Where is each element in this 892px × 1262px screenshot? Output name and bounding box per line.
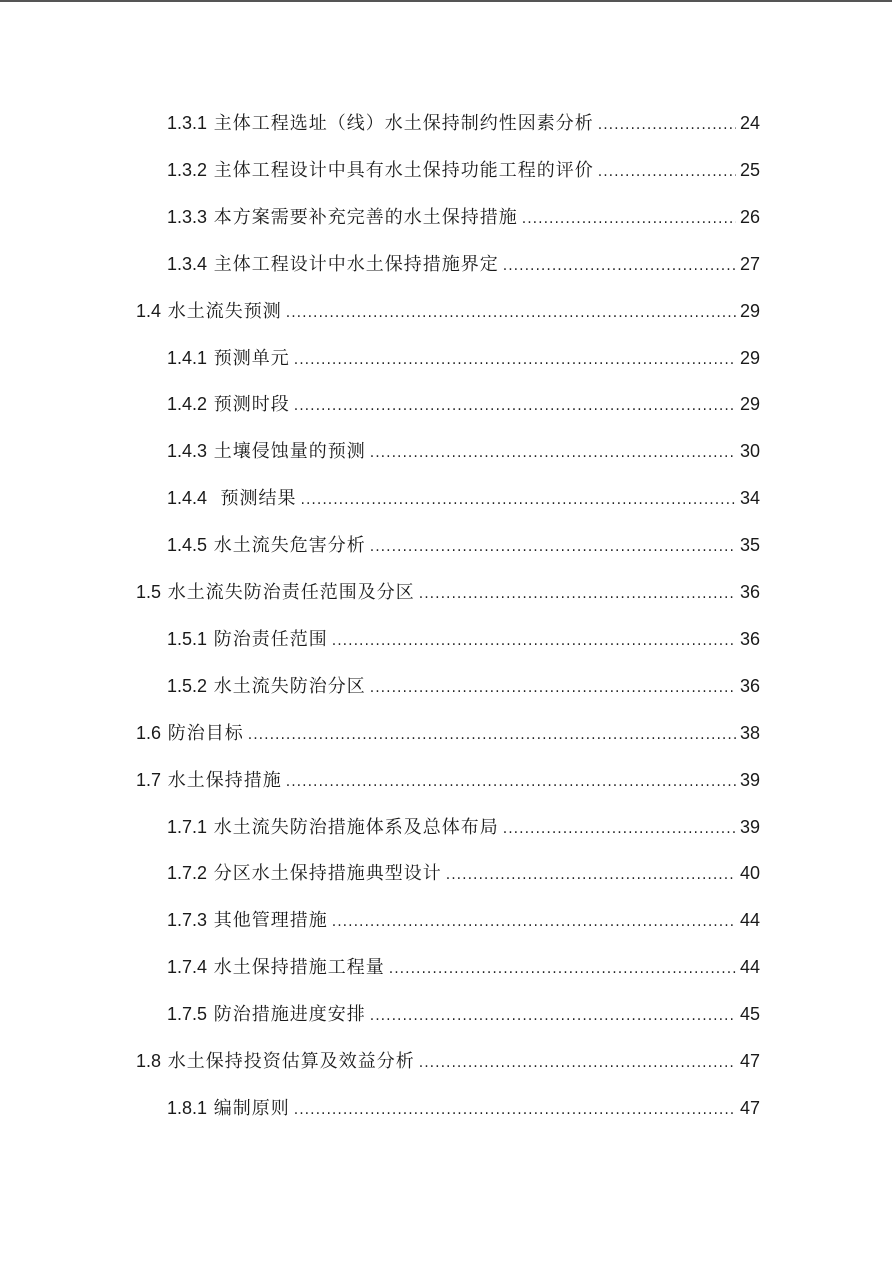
toc-entry[interactable] [136, 296, 760, 326]
toc-entry-text: 主体工程设计中水土保持措施界定 [213, 253, 499, 275]
toc-dot-leader [294, 1095, 736, 1125]
toc-entry[interactable] [167, 671, 760, 701]
toc-page-number: 36 [739, 582, 760, 602]
toc-entry-number: 1.7.3 [167, 910, 208, 931]
toc-page-number: 38 [739, 722, 760, 743]
toc-entry-title [167, 343, 290, 374]
toc-dot-leader [503, 251, 736, 281]
toc-entry[interactable] [167, 999, 760, 1029]
toc-entry[interactable] [167, 436, 760, 466]
toc-entry[interactable] [136, 577, 760, 607]
toc-entry-title [167, 389, 290, 420]
toc-page-number: 36 [739, 675, 760, 696]
toc-dot-leader [370, 673, 736, 703]
toc-entry-number: 1.7.1 [167, 816, 208, 837]
toc-entry-title [167, 1093, 290, 1124]
toc-page-number: 36 [739, 628, 760, 649]
toc-entry-text: 水土流失防治责任范围及分区 [167, 582, 415, 603]
toc-entry[interactable] [167, 108, 760, 138]
toc-page-number: 39 [739, 769, 760, 790]
toc-entry[interactable] [167, 858, 760, 888]
toc-dot-leader [294, 345, 736, 375]
toc-page-number: 45 [739, 1004, 760, 1025]
toc-entry[interactable] [136, 1046, 760, 1076]
toc-entry-title [167, 249, 499, 280]
toc-entry-text: 主体工程设计中具有水土保持功能工程的评价 [213, 159, 594, 181]
toc-entry-number: 1.4.4 [167, 488, 208, 509]
page-top-border [0, 0, 892, 2]
toc-entry-number: 1.7 [136, 769, 162, 790]
toc-entry-title [167, 858, 442, 889]
toc-entry[interactable] [167, 812, 760, 842]
toc-entry-number: 1.4 [136, 300, 162, 321]
toc-page-number: 29 [739, 300, 760, 321]
toc-entry-text: 水土保持措施 [167, 769, 282, 791]
toc-dot-leader [446, 860, 736, 890]
toc-dot-leader [248, 720, 736, 750]
toc-dot-leader [522, 204, 736, 234]
toc-page-number: 26 [739, 206, 760, 227]
toc-entry[interactable] [136, 718, 760, 748]
toc-dot-leader [301, 485, 736, 515]
toc-entry-title [167, 671, 366, 702]
toc-entry-number: 1.5.1 [167, 628, 208, 649]
toc-dot-leader [598, 110, 736, 140]
toc-entry-title [167, 952, 385, 983]
toc-entry-number: 1.5.2 [167, 675, 208, 696]
toc-entry-number: 1.3.1 [167, 113, 208, 133]
toc-dot-leader [370, 438, 736, 468]
toc-entry-text: 预测结果 [213, 488, 297, 510]
toc-entry-text: 主体工程选址（线）水土保持制约性因素分析 [213, 113, 594, 134]
toc-entry-number: 1.5 [136, 582, 162, 602]
toc-entry[interactable] [167, 1093, 760, 1123]
toc-entry-number: 1.7.4 [167, 957, 208, 978]
toc-entry-number: 1.8 [136, 1051, 162, 1071]
toc-entry-text: 防治责任范围 [213, 628, 328, 650]
toc-entry-text: 水土保持投资估算及效益分析 [167, 1051, 415, 1072]
toc-entry-title [167, 812, 499, 843]
toc-entry-title [167, 155, 594, 186]
toc-entry-title [167, 530, 366, 561]
toc-page-number: 47 [739, 1097, 760, 1118]
toc-entry-text: 预测时段 [213, 394, 290, 416]
toc-entry-text: 水土流失防治分区 [213, 675, 366, 697]
toc-entry-text: 防治措施进度安排 [213, 1004, 366, 1026]
toc-entry[interactable] [167, 155, 760, 185]
toc-entry[interactable] [167, 624, 760, 654]
toc-dot-leader [419, 579, 736, 609]
toc-entry-number: 1.8.1 [167, 1097, 208, 1118]
toc-entry-text: 分区水土保持措施典型设计 [213, 863, 442, 885]
toc-dot-leader [598, 157, 736, 187]
toc-dot-leader [332, 907, 736, 937]
toc-page-number: 30 [739, 441, 760, 462]
toc-entry-text: 水土流失危害分析 [213, 535, 366, 557]
toc-page-number: 24 [739, 113, 760, 133]
toc-entry-title [167, 436, 366, 467]
toc-entry-title [167, 999, 366, 1030]
toc-entry-title [167, 905, 328, 936]
toc-dot-leader [286, 298, 736, 328]
toc-entry-text: 本方案需要补充完善的水土保持措施 [213, 206, 518, 228]
toc-page-number: 27 [739, 253, 760, 274]
toc-entry-text: 水土保持措施工程量 [213, 957, 385, 979]
toc-dot-leader [370, 532, 736, 562]
toc-entry-number: 1.3.3 [167, 206, 208, 227]
toc-entry[interactable] [167, 249, 760, 279]
toc-entry-number: 1.4.1 [167, 347, 208, 368]
toc-entry[interactable] [136, 765, 760, 795]
toc-entry-number: 1.3.4 [167, 253, 208, 274]
toc-entry-text: 编制原则 [213, 1097, 290, 1119]
toc-dot-leader [286, 767, 736, 797]
toc-page-number: 40 [739, 863, 760, 884]
toc-page-number: 29 [739, 394, 760, 415]
toc-entry-text: 水土流失预测 [167, 300, 282, 322]
toc-entry-text: 防治目标 [167, 722, 244, 744]
toc-entry-title [136, 577, 415, 608]
toc-entry-number: 1.4.5 [167, 535, 208, 556]
toc-entry-number: 1.7.5 [167, 1004, 208, 1025]
toc-entry[interactable] [167, 343, 760, 373]
toc-entry-title [167, 108, 594, 139]
toc-entry-text: 水土流失防治措施体系及总体布局 [213, 816, 499, 838]
toc-entry-number: 1.6 [136, 722, 162, 743]
toc-dot-leader [294, 391, 736, 421]
toc-entry-title [136, 718, 244, 749]
toc-entry-title [167, 483, 297, 514]
toc-entry-number: 1.7.2 [167, 863, 208, 884]
toc-dot-leader [370, 1001, 736, 1031]
toc-entry-text: 土壤侵蚀量的预测 [213, 441, 366, 463]
toc-entry-text: 预测单元 [213, 347, 290, 369]
toc-entry-text: 其他管理措施 [213, 910, 328, 932]
toc-entry[interactable] [167, 202, 760, 232]
toc-entry-number: 1.4.3 [167, 441, 208, 462]
toc-entry[interactable] [167, 905, 760, 935]
toc-dot-leader [419, 1048, 736, 1078]
toc-entry-number: 1.4.2 [167, 394, 208, 415]
toc-entry-title [167, 624, 328, 655]
toc-dot-leader [332, 626, 736, 656]
toc-entry-title [136, 1046, 415, 1077]
toc-entry[interactable] [167, 389, 760, 419]
toc-entry-title [136, 765, 282, 796]
toc-entry-number: 1.3.2 [167, 159, 208, 180]
toc-page-number: 29 [739, 347, 760, 368]
toc-entry-title [136, 296, 282, 327]
toc-entry[interactable] [167, 483, 760, 513]
toc-page-number: 35 [739, 535, 760, 556]
toc-page-number: 44 [739, 957, 760, 978]
toc-entry-title [167, 202, 518, 233]
toc-dot-leader [503, 814, 736, 844]
toc-entry[interactable] [167, 952, 760, 982]
toc-page-number: 44 [739, 910, 760, 931]
toc-page-number: 47 [739, 1051, 760, 1071]
toc-page-number: 25 [739, 159, 760, 180]
toc-page-number: 34 [739, 488, 760, 509]
toc-entry[interactable] [167, 530, 760, 560]
toc-page-number: 39 [739, 816, 760, 837]
toc-dot-leader [389, 954, 736, 984]
